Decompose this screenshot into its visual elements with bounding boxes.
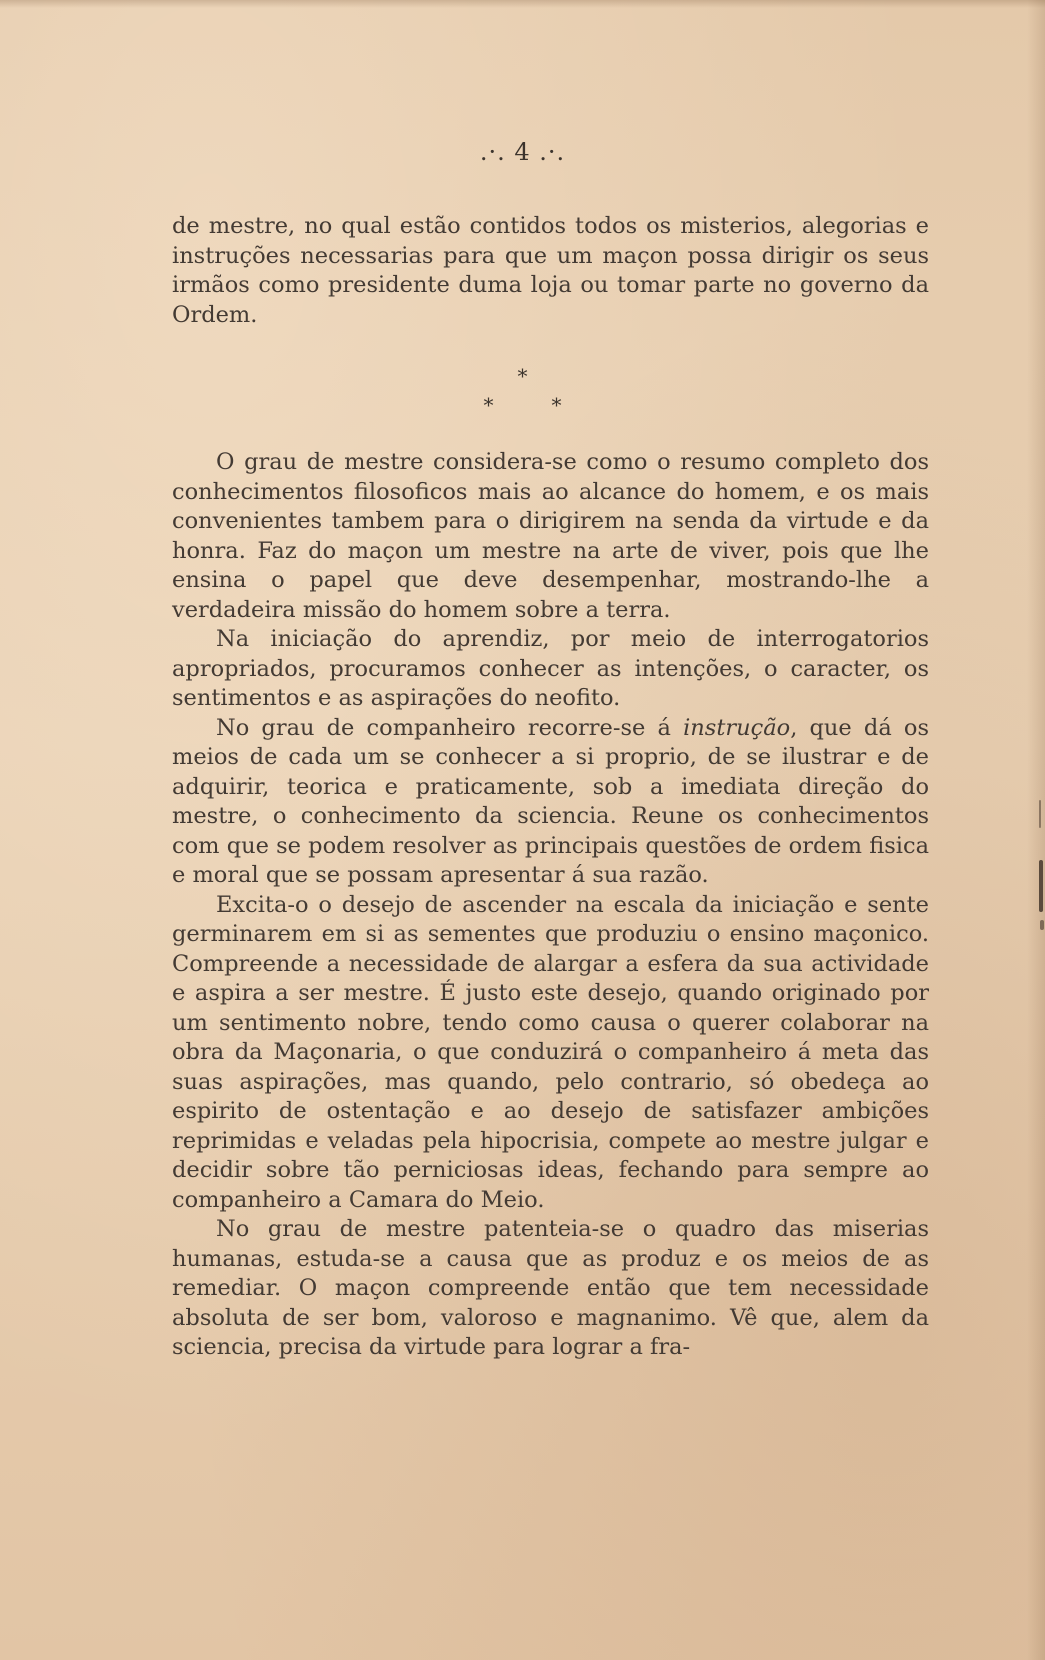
- page-top-edge: [0, 0, 1045, 8]
- paragraph-text: No grau de companheiro recorre-se á: [216, 714, 684, 741]
- asterism-bottom: **: [483, 393, 620, 417]
- emphasized-term: instrução: [683, 714, 791, 741]
- paragraph: No grau de mestre patenteia-se o quadro das miserias humanas, estuda-se a causa que as produz e os meios de as remediar. O maçon compreende então que tem necessidade absoluta de ser bom, valoroso e magnanimo. Vê que, alem da sciencia, precisa da virtude para lograr a fra-: [172, 1216, 929, 1360]
- paper-damage-mark: [1039, 860, 1043, 912]
- paragraph: de mestre, no qual estão contidos todos os misterios, alegorias e instruções necessarias para que um maçon possa dirigir os seus irmãos como presidente duma loja ou tomar parte no governo da Ordem.: [172, 213, 929, 328]
- page-number: .·. 4 .·.: [479, 138, 566, 166]
- page-right-edge: [1027, 0, 1045, 1660]
- paragraph: Excita-o o desejo de ascender na escala da iniciação e sente germinarem em si as sementes que produziu o ensino maçonico. Compreende a necessidade de alargar a esfera da sua actividade e aspira a ser mestre. É justo este desejo, quando originado por um sentimento nobre, tendo como causa o querer colaborar na obra da Maçonaria, o que conduzirá o companheiro á meta das suas aspirações, mas quando, pelo contrario, só obedeça ao espirito de ostentação e ao desejo de satisfazer ambições reprimidas e veladas pela hipocrisia, compete ao mestre julgar e decidir sobre tão perniciosas ideas, fechando para sempre ao companheiro a Camara do Meio.: [172, 891, 929, 1213]
- paragraph: Na iniciação do aprendiz, por meio de interrogatorios apropriados, procuramos conhecer as intenções, o caracter, os sentimentos e as aspirações do neofito.: [172, 626, 929, 711]
- paragraph: O grau de mestre considera-se como o resumo completo dos conhecimentos filosoficos mais ao alcance do homem, e os mais convenientes tambem para o dirigirem na senda da virtude e da honra. Faz do maçon um mestre na arte de viver, pois que lhe ensina o papel que deve desempenhar, mostrando-lhe a verdadeira missão do homem sobre a terra.: [172, 449, 929, 623]
- paper-damage-mark: [1039, 800, 1041, 828]
- paper-damage-mark: [1040, 920, 1044, 930]
- asterism-top: *: [517, 364, 528, 388]
- opening-paragraph-block: [172, 212, 929, 330]
- paragraph: [172, 714, 929, 891]
- paragraph-text: , que dá os meios de cada um se conhecer a si proprio, de se ilustrar e de adquirir, teorica e praticamente, sob a imediata direção do mestre, o conhecimento da sciencia. Reune os conhecimentos com que se podem resolver as principais questões de ordem fisica e moral que se possam apresentar á sua razão.: [172, 714, 930, 888]
- body-text-block: [172, 448, 929, 1363]
